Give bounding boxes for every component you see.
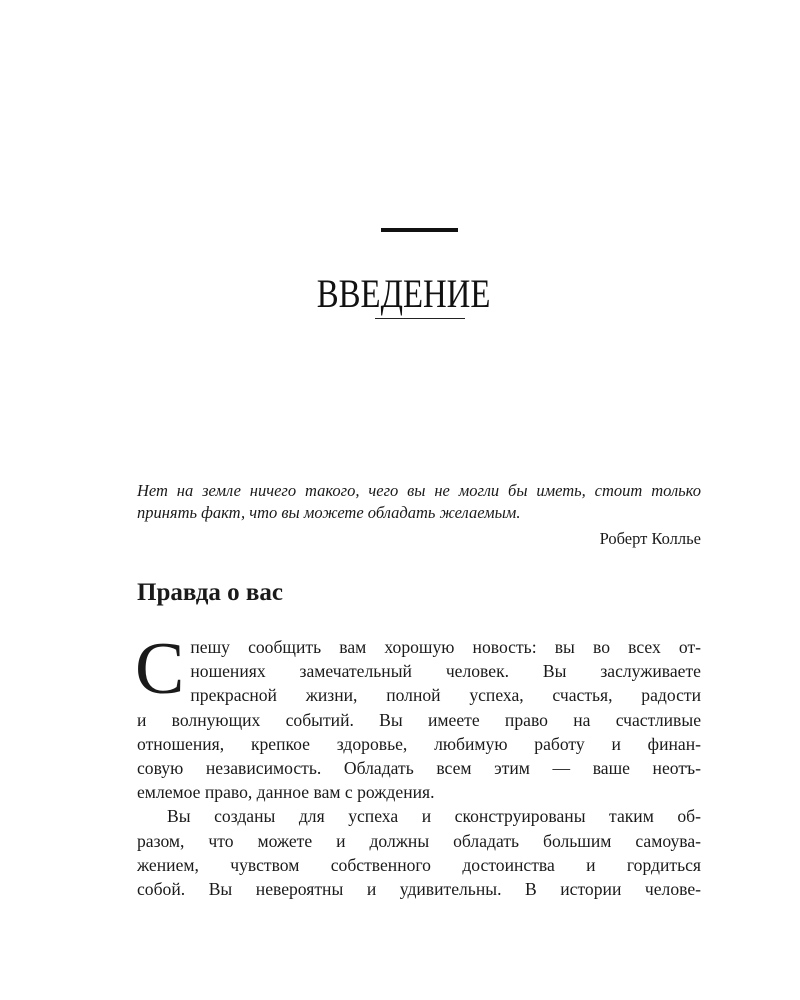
text-line: ношениях замечательный человек. Вы заслуживаете — [190, 661, 701, 682]
text-line: емлемое право, данное вам с рождения. — [137, 782, 435, 803]
text-line: отношения, крепкое здоровье, любимую работу и финан- — [137, 733, 701, 754]
text-line: прекрасной жизни, полной успеха, счастья, радости — [190, 685, 701, 706]
text-line: и волнующих событий. Вы имеете право на счастливые — [137, 709, 701, 730]
chapter-title-underline — [375, 318, 465, 319]
chapter-top-rule — [381, 228, 458, 232]
epigraph-text: Нет на земле ничего такого, чего вы не могли бы иметь, стоит только принять факт, что вы можете обладать желаемым. — [137, 481, 701, 522]
chapter-title: ВВЕДЕНИЕ — [316, 271, 491, 316]
text-line: пешу сообщить вам хорошую новость: вы во всех от- — [190, 637, 701, 657]
paragraph-2 — [137, 804, 701, 901]
text-line: Вы созданы для успеха и сконструированы таким об- — [167, 806, 701, 827]
text-line: совую независимость. Обладать всем этим — ваше неотъ- — [137, 758, 701, 779]
epigraph-author: Роберт Коллье — [599, 529, 701, 548]
epigraph — [137, 480, 701, 550]
text-line: разом, что можете и должны обладать большим самоува- — [137, 830, 701, 851]
text-line: жением, чувством собственного достоинства и гордиться — [137, 854, 701, 875]
paragraph-1 — [135, 628, 701, 804]
section-heading: Правда о вас — [137, 579, 283, 606]
drop-cap: С — [135, 628, 185, 710]
text-line: собой. Вы невероятны и удивительны. В истории челове- — [137, 879, 701, 900]
body-text — [135, 628, 701, 901]
